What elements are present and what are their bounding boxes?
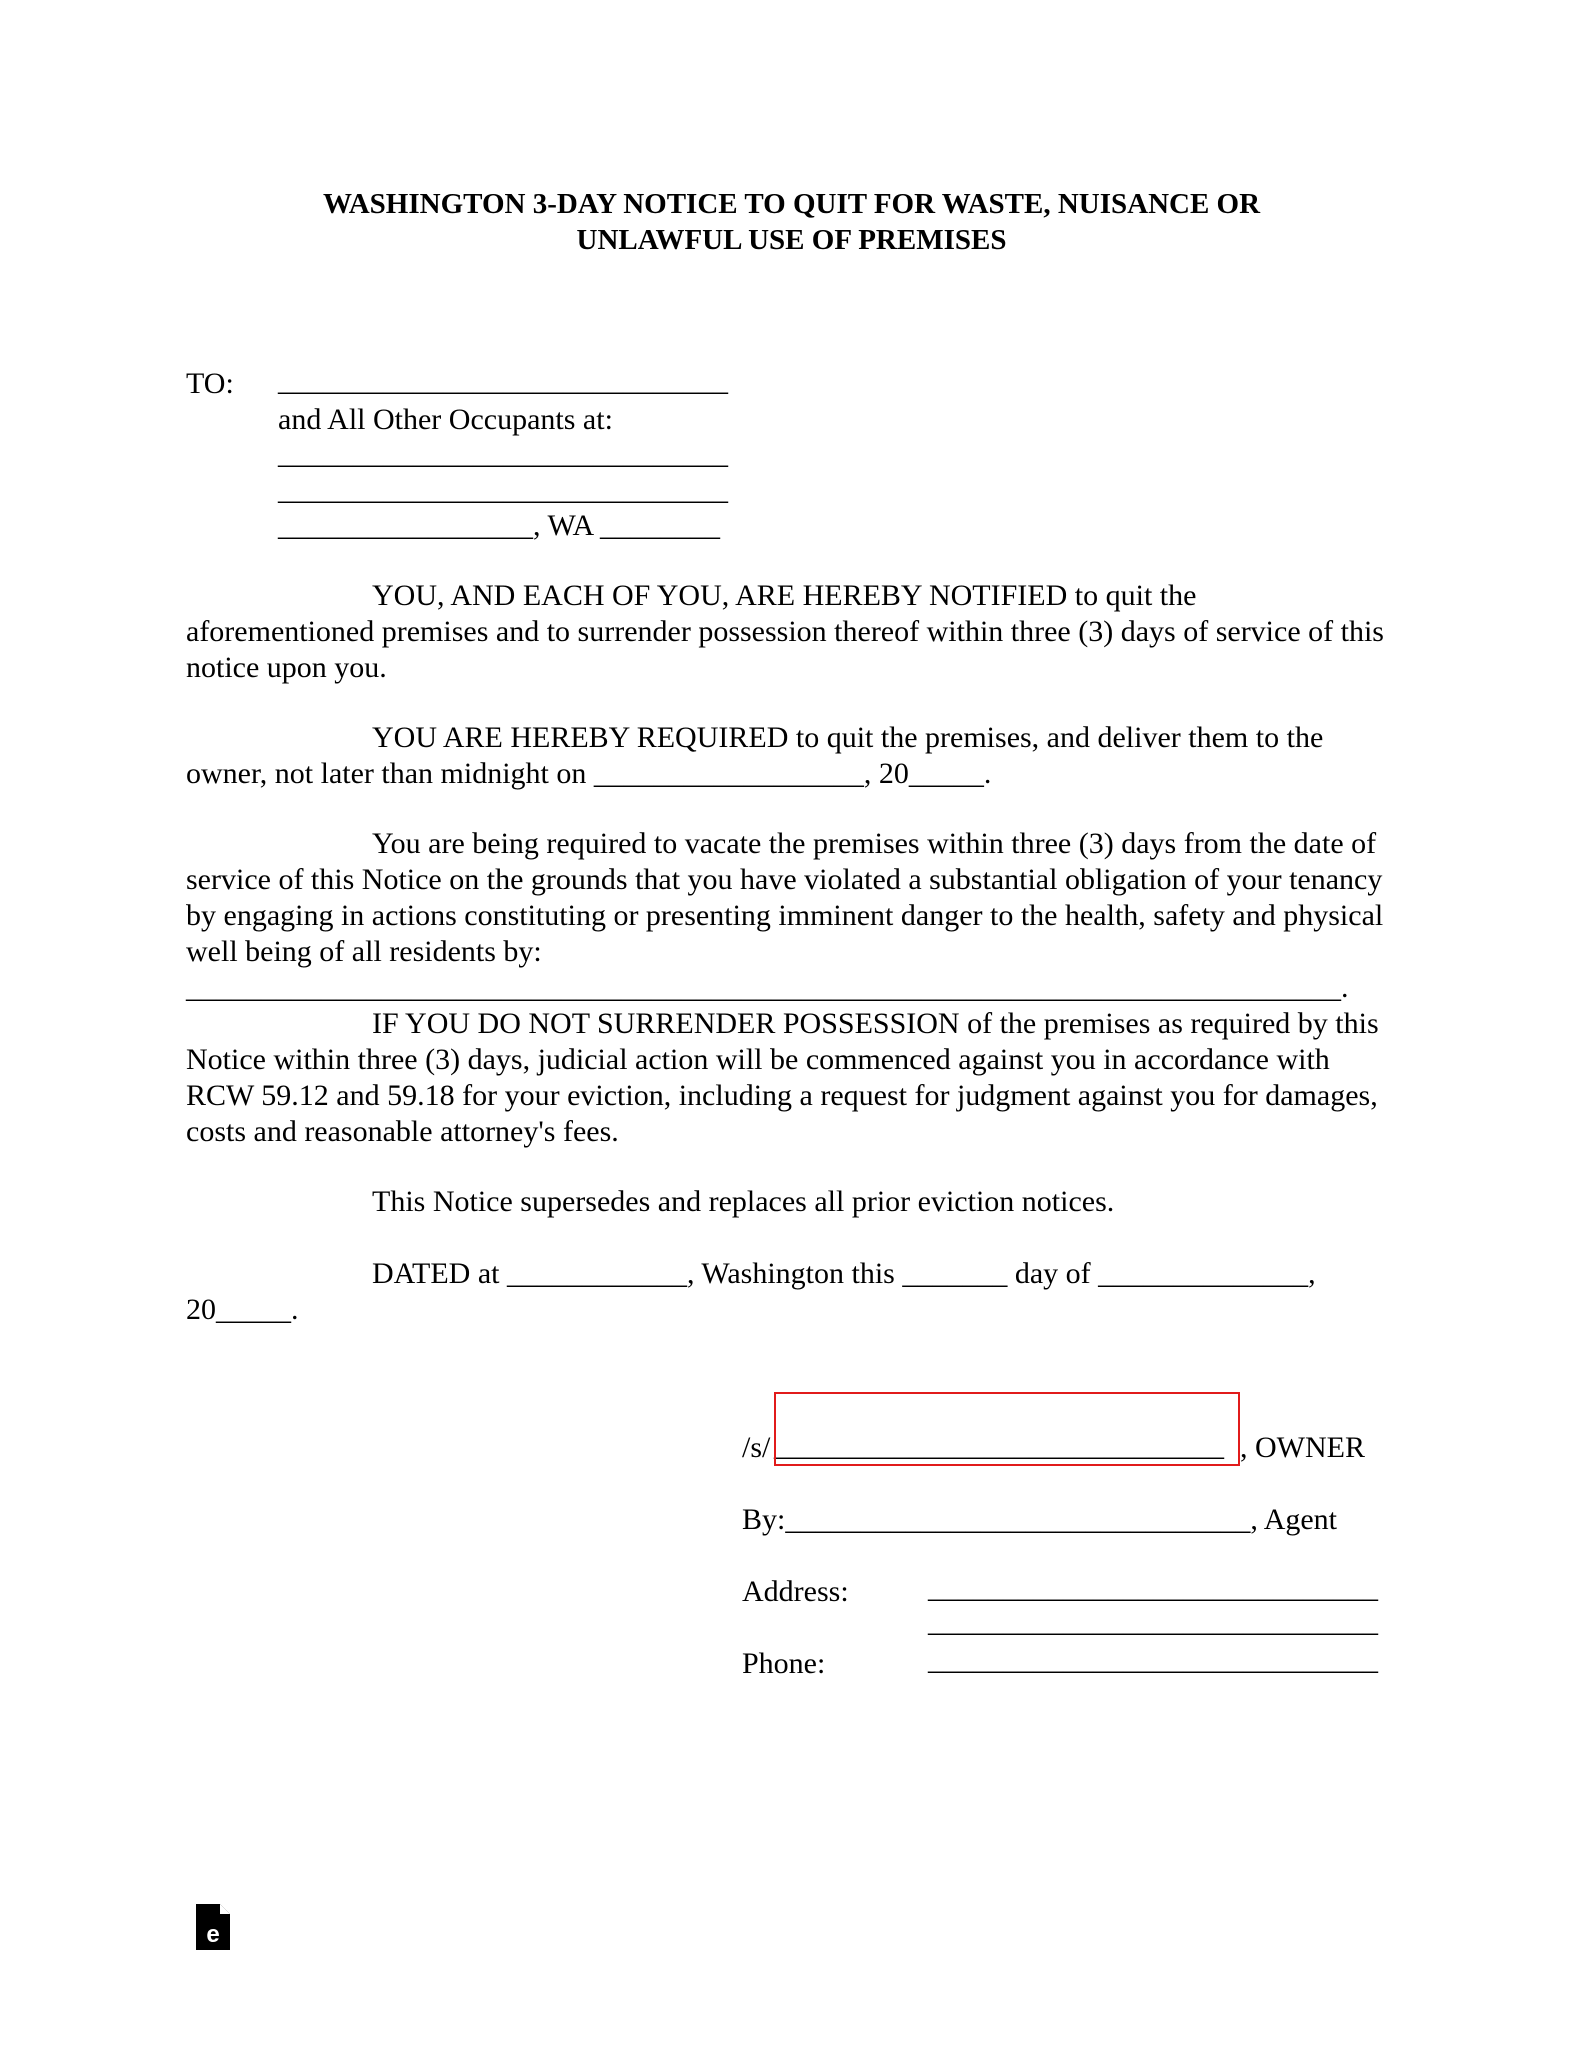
paragraph-1-line-3: notice upon you.: [186, 651, 387, 684]
owner-address-field-1[interactable]: ______________________________: [928, 1571, 1378, 1604]
dated-line-2[interactable]: 20_____.: [186, 1293, 299, 1326]
paragraph-1-line-1: YOU, AND EACH OF YOU, ARE HEREBY NOTIFIED to quit the: [372, 579, 1197, 612]
document-title-line-2: UNLAWFUL USE OF PREMISES: [576, 224, 1007, 256]
paragraph-3-line-1: You are being required to vacate the premises within three (3) days from the date of: [372, 827, 1377, 860]
owner-signature-field[interactable]: ______________________________: [774, 1429, 1224, 1462]
address-field-2[interactable]: ______________________________: [278, 473, 728, 506]
to-label: TO:: [186, 367, 234, 400]
to-name-field[interactable]: ______________________________: [278, 364, 728, 397]
esign-document-icon: [194, 1902, 232, 1952]
paragraph-5: This Notice supersedes and replaces all prior eviction notices.: [372, 1185, 1115, 1218]
phone-field[interactable]: ______________________________: [928, 1643, 1378, 1676]
document-title-line-1: WASHINGTON 3-DAY NOTICE TO QUIT FOR WASTE, NUISANCE OR: [322, 188, 1261, 220]
address-field-1[interactable]: ______________________________: [278, 437, 728, 470]
paragraph-3-line-3: by engaging in actions constituting or presenting imminent danger to the health, safety and physical: [186, 899, 1384, 932]
dated-line-1[interactable]: DATED at ____________, Washington this _______ day of ______________,: [372, 1257, 1316, 1290]
paragraph-2-line-2[interactable]: owner, not later than midnight on __________________, 20_____.: [186, 757, 992, 790]
svg-text:e: e: [206, 1921, 220, 1948]
occupants-label: and All Other Occupants at:: [278, 403, 613, 436]
owner-address-field-2[interactable]: ______________________________: [928, 1605, 1378, 1638]
phone-label: Phone:: [742, 1647, 826, 1680]
grounds-field[interactable]: _____________________________________________________________________________.: [186, 971, 1349, 1004]
address-label: Address:: [742, 1575, 849, 1608]
paragraph-2-line-1: YOU ARE HEREBY REQUIRED to quit the premises, and deliver them to the: [372, 721, 1324, 754]
paragraph-4-line-1: IF YOU DO NOT SURRENDER POSSESSION of the premises as required by this: [372, 1007, 1379, 1040]
paragraph-4-line-3: RCW 59.12 and 59.18 for your eviction, including a request for judgment against you for damages,: [186, 1079, 1378, 1112]
paragraph-4-line-2: Notice within three (3) days, judicial action will be commenced against you in accordance with: [186, 1043, 1330, 1076]
signature-highlight-box[interactable]: [774, 1392, 1240, 1466]
address-city-state-field[interactable]: _________________, WA ________: [278, 509, 720, 542]
paragraph-1-line-2: aforementioned premises and to surrender possession thereof within three (3) days of service of this: [186, 615, 1384, 648]
owner-label: , OWNER: [1240, 1431, 1365, 1464]
agent-field[interactable]: By:_______________________________, Agent: [742, 1503, 1338, 1536]
signature-prefix: /s/: [742, 1431, 771, 1464]
paragraph-3-line-4: well being of all residents by:: [186, 935, 542, 968]
paragraph-3-line-2: service of this Notice on the grounds that you have violated a substantial obligation of your tenancy: [186, 863, 1383, 896]
paragraph-4-line-4: costs and reasonable attorney's fees.: [186, 1115, 619, 1148]
